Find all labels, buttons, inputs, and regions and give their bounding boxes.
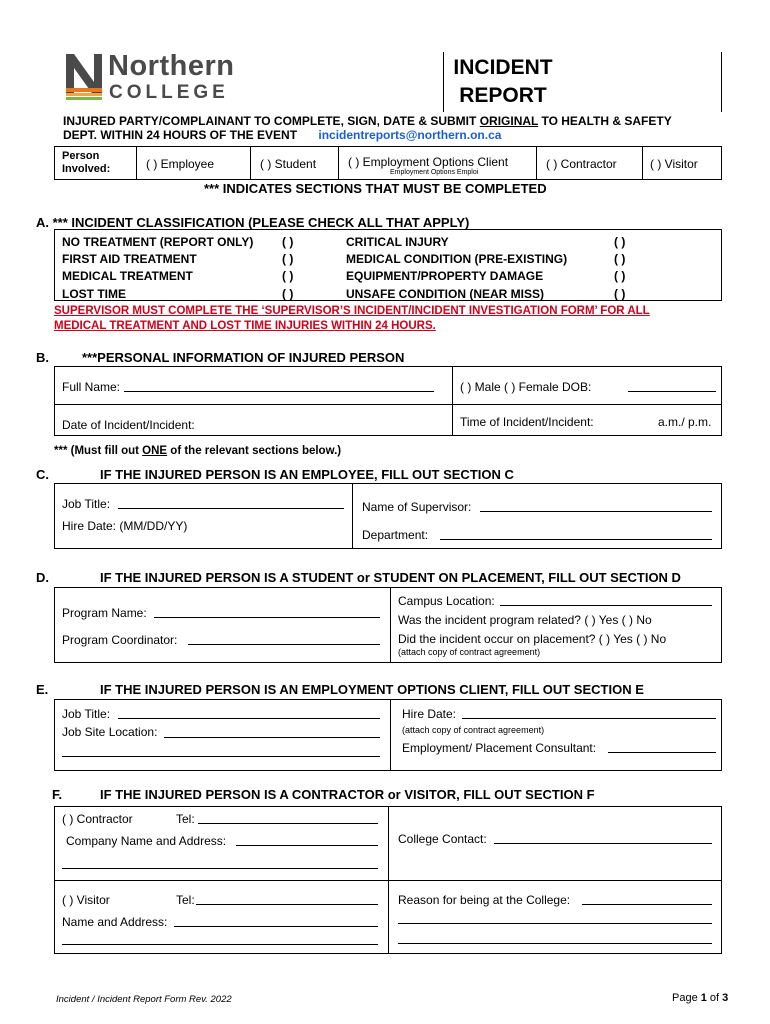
class-critical-injury: CRITICAL INJURY <box>346 235 449 249</box>
consultant-field[interactable] <box>608 752 716 753</box>
contractor-tel-field[interactable] <box>198 823 378 824</box>
supervisor-warning-line2: MEDICAL TREATMENT AND LOST TIME INJURIES WITHIN 24 HOURS. <box>54 320 436 332</box>
section-b-letter: B. <box>36 350 49 365</box>
ampm-label[interactable]: a.m./ p.m. <box>658 415 712 429</box>
job-title-label: Job Title: <box>62 497 111 511</box>
full-name-label: Full Name: <box>62 380 121 394</box>
supervisor-field[interactable] <box>480 511 712 512</box>
section-a-heading: A. *** INCIDENT CLASSIFICATION (PLEASE CHECK ALL THAT APPLY) <box>36 215 470 230</box>
check-critical-injury[interactable]: ( ) <box>614 235 626 249</box>
job-site-field-2[interactable] <box>62 756 380 757</box>
section-f-letter: F. <box>52 787 63 802</box>
check-no-treatment[interactable]: ( ) <box>282 235 294 249</box>
consultant-label: Employment/ Placement Consultant: <box>402 741 597 755</box>
check-unsafe-condition[interactable]: ( ) <box>614 287 626 301</box>
instructions-line1: INJURED PARTY/COMPLAINANT TO COMPLETE, SIGN, DATE & SUBMIT ORIGINAL TO HEALTH & SAFETY <box>63 114 672 128</box>
class-lost-time: LOST TIME <box>62 287 126 301</box>
section-e-heading: IF THE INJURED PERSON IS AN EMPLOYMENT OPTIONS CLIENT, FILL OUT SECTION E <box>100 682 644 697</box>
college-contact-label: College Contact: <box>398 832 487 846</box>
option-contractor[interactable]: ( ) Contractor <box>546 157 617 171</box>
fill-one-note: *** (Must fill out ONE of the relevant sections below.) <box>54 445 342 457</box>
supervisor-label: Name of Supervisor: <box>362 500 472 514</box>
option-employee[interactable]: ( ) Employee <box>146 157 215 171</box>
program-coordinator-field[interactable] <box>188 644 380 645</box>
eo-job-title-field[interactable] <box>118 718 380 719</box>
page-title-line1: INCIDENT <box>453 56 553 79</box>
visitor-checkbox[interactable]: ( ) Visitor <box>62 893 110 907</box>
section-f-heading: IF THE INJURED PERSON IS A CONTRACTOR or VISITOR, FILL OUT SECTION F <box>100 787 595 802</box>
incident-date-label: Date of Incident/Incident: <box>62 418 195 432</box>
campus-label: Campus Location: <box>398 594 495 608</box>
campus-field[interactable] <box>500 605 712 606</box>
section-c-letter: C. <box>36 467 49 482</box>
attach-contract-note-d: (attach copy of contract agreement) <box>398 647 541 657</box>
contractor-tel-label: Tel: <box>176 812 195 826</box>
program-related-question[interactable]: Was the incident program related? ( ) Yes ( ) No <box>398 613 652 627</box>
company-field[interactable] <box>236 845 378 846</box>
eo-hire-date-field[interactable] <box>462 718 716 719</box>
college-logo <box>64 52 244 106</box>
reason-field-3[interactable] <box>398 943 712 944</box>
program-name-field[interactable] <box>154 617 380 618</box>
name-address-field[interactable] <box>174 926 378 927</box>
eo-job-title-label: Job Title: <box>62 707 111 721</box>
logo-text-college: COLLEGE <box>109 82 229 103</box>
check-medical-treatment[interactable]: ( ) <box>282 269 294 283</box>
footer-form-name: Incident / Incident Report Form Rev. 2022 <box>56 994 232 1005</box>
check-lost-time[interactable]: ( ) <box>282 287 294 301</box>
company-field-2[interactable] <box>62 868 378 869</box>
name-address-field-2[interactable] <box>62 944 378 945</box>
logo-text-northern: Northern <box>108 50 235 82</box>
email-link[interactable]: incidentreports@northern.on.ca <box>318 128 502 142</box>
class-equipment-damage: EQUIPMENT/PROPERTY DAMAGE <box>346 269 544 283</box>
section-d-letter: D. <box>36 570 49 585</box>
page-title-line2: REPORT <box>459 84 547 107</box>
section-b-heading: ***PERSONAL INFORMATION OF INJURED PERSON <box>82 350 405 365</box>
job-site-field[interactable] <box>164 737 380 738</box>
class-unsafe-condition: UNSAFE CONDITION (NEAR MISS) <box>346 287 544 301</box>
job-site-label: Job Site Location: <box>62 725 158 739</box>
check-equipment-damage[interactable]: ( ) <box>614 269 626 283</box>
logo-mark-icon <box>64 52 108 106</box>
incident-time-label: Time of Incident/Incident: <box>460 415 594 429</box>
reason-field[interactable] <box>582 904 712 905</box>
instructions-line2: DEPT. WITHIN 24 HOURS OF THE EVENT incidentreports@northern.on.ca <box>63 128 502 142</box>
department-field[interactable] <box>440 539 712 540</box>
must-complete-note: *** INDICATES SECTIONS THAT MUST BE COMPLETED <box>204 181 547 196</box>
option-student[interactable]: ( ) Student <box>260 157 317 171</box>
department-label: Department: <box>362 528 429 542</box>
company-label: Company Name and Address: <box>66 834 227 848</box>
eo-hire-date-label: Hire Date: <box>402 707 457 721</box>
college-contact-field[interactable] <box>494 843 712 844</box>
program-name-label: Program Name: <box>62 606 147 620</box>
person-involved-label1: Person <box>62 150 100 162</box>
job-title-field[interactable] <box>118 508 344 509</box>
class-medical-treatment: MEDICAL TREATMENT <box>62 269 193 283</box>
placement-question[interactable]: Did the incident occur on placement? ( ) Yes ( ) No <box>398 632 667 646</box>
contractor-checkbox[interactable]: ( ) Contractor <box>62 812 133 826</box>
class-no-treatment: NO TREATMENT (REPORT ONLY) <box>62 235 254 249</box>
attach-contract-note-e: (attach copy of contract agreement) <box>402 725 545 735</box>
gender-dob-label[interactable]: ( ) Male ( ) Female DOB: <box>460 380 592 394</box>
section-c-heading: IF THE INJURED PERSON IS AN EMPLOYEE, FILL OUT SECTION C <box>100 467 514 482</box>
option-employment-options-client[interactable]: ( ) Employment Options Client <box>348 155 509 169</box>
employment-options-small: Employment Options Emploi <box>390 169 479 176</box>
class-medical-condition: MEDICAL CONDITION (PRE-EXISTING) <box>346 252 568 266</box>
person-involved-label2: Involved: <box>62 163 111 175</box>
supervisor-warning-line1: SUPERVISOR MUST COMPLETE THE ‘SUPERVISOR’S INCIDENT/INCIDENT INVESTIGATION FORM’ FOR ALL <box>54 305 650 317</box>
name-address-label: Name and Address: <box>62 915 168 929</box>
class-first-aid: FIRST AID TREATMENT <box>62 252 197 266</box>
section-d-heading: IF THE INJURED PERSON IS A STUDENT or STUDENT ON PLACEMENT, FILL OUT SECTION D <box>100 570 681 585</box>
reason-label: Reason for being at the College: <box>398 893 571 907</box>
visitor-tel-label: Tel: <box>176 893 195 907</box>
program-coordinator-label: Program Coordinator: <box>62 633 178 647</box>
dob-field[interactable] <box>628 391 716 392</box>
check-medical-condition[interactable]: ( ) <box>614 252 626 266</box>
check-first-aid[interactable]: ( ) <box>282 252 294 266</box>
reason-field-2[interactable] <box>398 923 712 924</box>
hire-date-label: Hire Date: (MM/DD/YY) <box>62 519 188 533</box>
footer-page-number: Page 1 of 3 <box>672 992 729 1004</box>
option-visitor[interactable]: ( ) Visitor <box>650 157 698 171</box>
section-e-letter: E. <box>36 682 49 697</box>
visitor-tel-field[interactable] <box>196 904 378 905</box>
full-name-field[interactable] <box>124 391 434 392</box>
